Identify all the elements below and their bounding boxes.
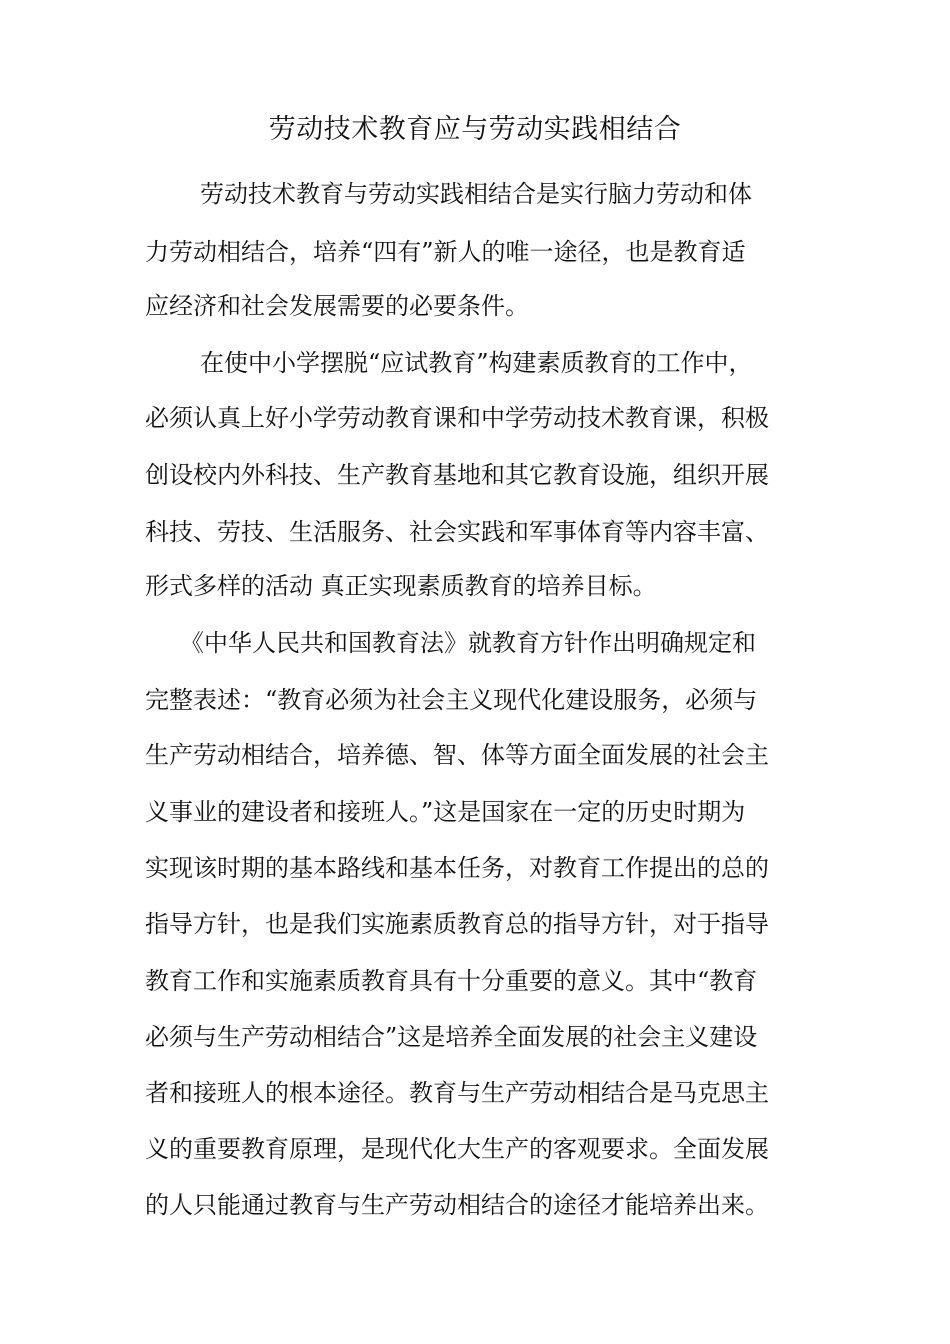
text-line: 应经济和社会发展需要的必要条件。 — [145, 292, 529, 320]
text-line: 必须认真上好小学劳动教育课和中学劳动技术教育课，积极 — [145, 404, 769, 432]
text-line: 《中华人民共和国教育法》就教育方针作出明确规定和 — [180, 629, 756, 657]
text-line: 必须与生产劳动相结合”这是培养全面发展的社会主义建设 — [145, 1023, 758, 1051]
text-line: 科技、劳技、生活服务、社会实践和军事体育等内容丰富、 — [145, 518, 769, 546]
text-line: 者和接班人的根本途径。教育与生产劳动相结合是马克思主 — [145, 1079, 769, 1107]
text-line: 义事业的建设者和接班人。”这是国家在一定的历史时期为 — [145, 798, 746, 826]
text-line: 生产劳动相结合，培养德、智、体等方面全面发展的社会主 — [145, 741, 769, 769]
text-line: 指导方针，也是我们实施素质教育总的指导方针，对于指导 — [145, 910, 769, 938]
text-line: 创设校内外科技、生产教育基地和其它教育设施，组织开展 — [145, 461, 769, 489]
text-line: 力劳动相结合，培养“四有”新人的唯一途径，也是教育适 — [145, 238, 746, 266]
text-line: 完整表述：“教育必须为社会主义现代化建设服务，必须与 — [145, 686, 758, 714]
text-line: 的人只能通过教育与生产劳动相结合的途径才能培养出来。 — [145, 1191, 769, 1219]
text-line: 在使中小学摆脱“应试教育”构建素质教育的工作中， — [200, 349, 753, 377]
text-line: 义的重要教育原理，是现代化大生产的客观要求。全面发展 — [145, 1135, 769, 1163]
text-line: 实现该时期的基本路线和基本任务，对教育工作提出的总的 — [145, 854, 769, 882]
text-line: 教育工作和实施素质教育具有十分重要的意义。其中“教育 — [145, 967, 758, 995]
text-line: 形式多样的活动 真正实现素质教育的培养目标。 — [145, 572, 657, 600]
text-line: 劳动技术教育与劳动实践相结合是实行脑力劳动和体 — [200, 180, 752, 208]
document-title: 劳动技术教育应与劳动实践相结合 — [268, 114, 682, 145]
